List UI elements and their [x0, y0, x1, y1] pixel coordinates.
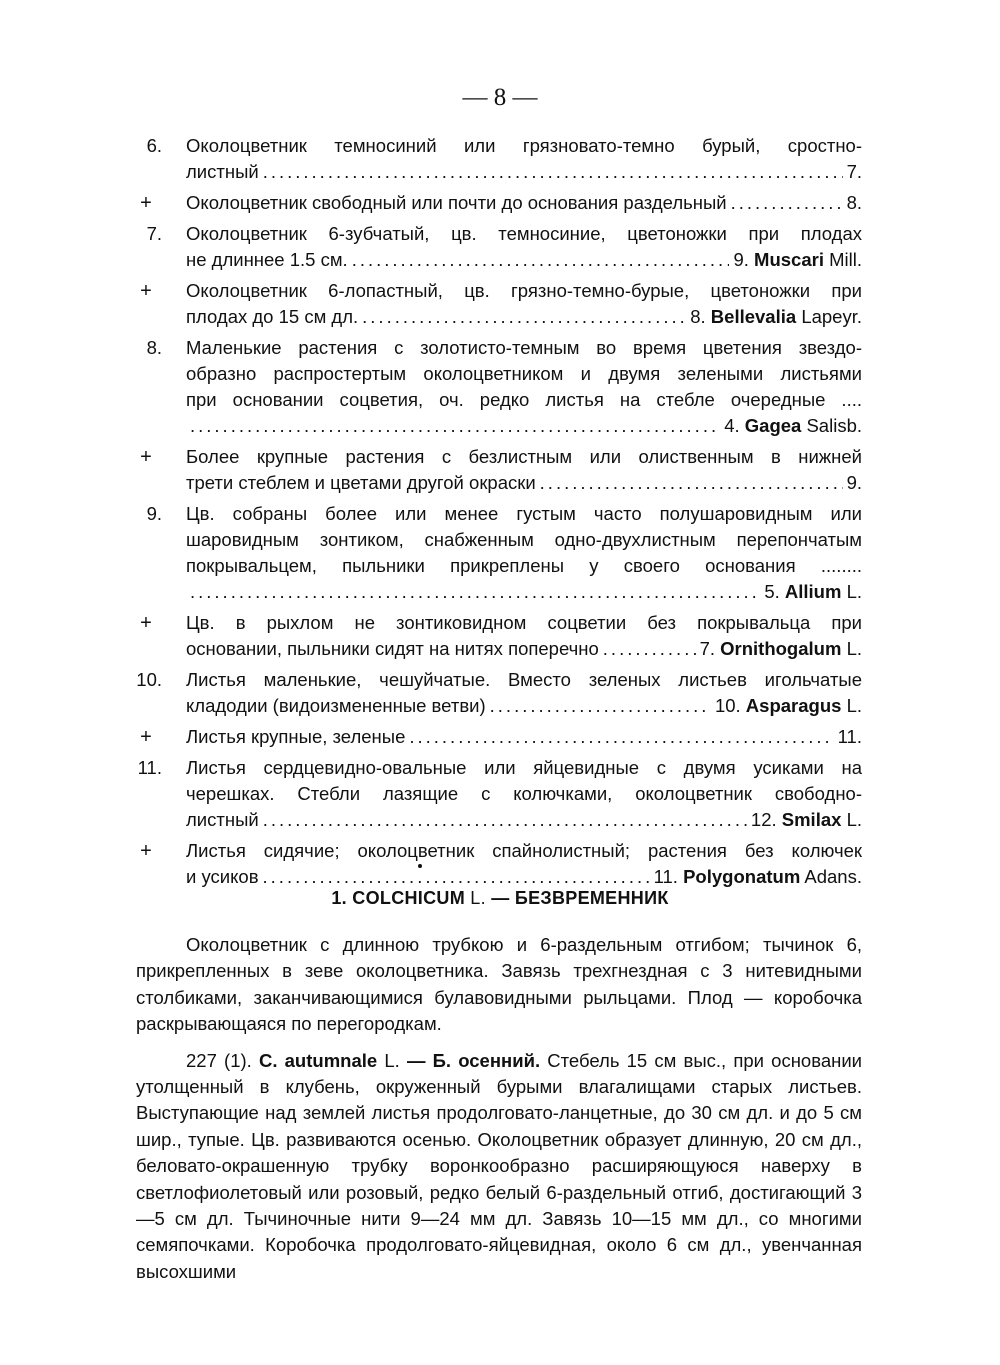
- dot-leader: [263, 864, 650, 890]
- key-entry-number: +: [140, 446, 152, 468]
- key-entry-number: +: [140, 280, 152, 302]
- key-entry-text: и усиков: [186, 866, 259, 887]
- key-entry-reference: [715, 693, 862, 719]
- species-common-name: Б. осенний.: [432, 1049, 541, 1071]
- key-entry-number: +: [140, 840, 152, 862]
- key-entry: [130, 501, 862, 605]
- key-entry-final-line: [186, 807, 862, 833]
- key-reference-genus: Bellevalia: [710, 306, 797, 327]
- key-reference-genus: Allium: [784, 581, 842, 602]
- key-entry-reference: [724, 413, 862, 439]
- key-entry-text: трети стеблем и цветами другой окраски: [186, 472, 536, 493]
- key-entry-number: 7.: [146, 223, 162, 244]
- key-entry-final-line: [186, 636, 862, 662]
- key-entry-final-line: [186, 470, 862, 496]
- key-entry: [130, 335, 862, 439]
- dot-leader: [540, 470, 843, 496]
- key-entry-final-line: [186, 724, 862, 750]
- species-text: Стебель 15 см выс., при основании утолщенный в клубень, окруженный бурыми влагалищами старых листьев. Выступающие над землей листья продолговато-ланцетные, до 30 см дл. и до 5 см шир., тупые. Цв. развиваются осенью. Околоцветник образует длинную, 20 см дл., беловато-окрашенную трубку воронкообразно расширяющуюся наверху в светлофиолетовый или розовый, редко белый 6-раздельный отгиб, достигающий 3—5 см дл. Тычиночные нити 9—24 мм дл. Завязь 10—15 мм дл., со многими семяпочками. Коробочка продолговато-яйцевидная, около 6 см дл., увенчанная высохшими: [136, 1049, 862, 1282]
- key-reference-number: 8.: [690, 306, 706, 327]
- key-entry-number: 6.: [146, 135, 162, 156]
- key-reference-genus: Smilax: [781, 809, 842, 830]
- key-entry-final-line: [186, 864, 862, 890]
- key-entry-line: Листья маленькие, чешуйчатые. Вместо зеленых листьев игольчатые: [186, 669, 862, 690]
- key-entry-line: Цв. в рыхлом не зонтиковидном соцветии без покрывальца при: [186, 612, 862, 633]
- genus-heading-dash: —: [491, 888, 510, 908]
- species-description: [136, 1048, 862, 1286]
- key-entry-final-line: [186, 190, 862, 216]
- key-entry: [130, 221, 862, 273]
- key-entry-reference: [700, 636, 862, 662]
- dot-leader: [190, 579, 760, 605]
- key-entry-number: 9.: [146, 503, 162, 524]
- main-text: [136, 932, 862, 1295]
- key-reference-genus: Asparagus: [745, 695, 842, 716]
- key-entry-line: шаровидным зонтиком, снабженным одно-двухлистным перепончатым: [186, 529, 862, 550]
- key-entry-final-line: [186, 579, 862, 605]
- key-reference-number: 7.: [699, 638, 715, 659]
- key-reference-number: 9.: [846, 472, 862, 493]
- species-author: L.: [384, 1049, 400, 1071]
- key-entry-number: +: [140, 726, 152, 748]
- key-reference-author: Lapeyr.: [801, 306, 862, 327]
- key-entry: [130, 610, 862, 662]
- key-entry-reference: [847, 190, 862, 216]
- key-entry-text: листный: [186, 809, 259, 830]
- key-entry-final-line: [186, 247, 862, 273]
- key-entry-text: листный: [186, 161, 259, 182]
- key-entry-reference: [764, 579, 862, 605]
- key-reference-author: L.: [846, 695, 862, 716]
- key-entry-number: 11.: [137, 757, 162, 778]
- key-reference-genus: Gagea: [744, 415, 802, 436]
- key-reference-author: Salisb.: [806, 415, 862, 436]
- key-entry: [130, 838, 862, 890]
- key-reference-number: 10.: [714, 695, 741, 716]
- key-entry: [130, 444, 862, 496]
- key-entry-reference: [847, 470, 862, 496]
- page-number: — 8 —: [462, 84, 538, 111]
- key-entry-line: Более крупные растения с безлистным или олиственным в нижней: [186, 446, 862, 467]
- key-entry-text: не длиннее 1.5 см.: [186, 249, 348, 270]
- key-entry-number: 8.: [146, 337, 162, 358]
- dot-leader: [490, 693, 711, 719]
- dot-leader: [190, 413, 720, 439]
- key-reference-number: 9.: [733, 249, 749, 270]
- key-entry: [130, 724, 862, 750]
- key-entry-text: Околоцветник свободный или почти до основания раздельный: [186, 192, 727, 213]
- genus-description: Околоцветник с длинною трубкою и 6-раздельным отгибом; тычинок 6, прикрепленных в зеве околоцветника. Завязь трехгнездная с 3 нитевидными столбиками, заканчивающимися булавовидными рыльцами. Плод — коробочка раскрывающаяся по перегородкам.: [136, 934, 862, 1035]
- key-entry-reference: [690, 304, 862, 330]
- key-entry-line: при основании соцветия, оч. редко листья на стебле очередные ....: [186, 389, 862, 410]
- key-reference-number: 11.: [653, 866, 678, 887]
- key-entry-final-line: [186, 693, 862, 719]
- key-reference-number: 4.: [724, 415, 740, 436]
- dot-leader: [352, 247, 730, 273]
- key-entry-reference: [654, 864, 862, 890]
- key-entry-reference: [751, 807, 862, 833]
- key-reference-number: 5.: [764, 581, 780, 602]
- key-entry-number: +: [140, 612, 152, 634]
- key-reference-author: Mill.: [829, 249, 862, 270]
- key-reference-genus: Muscari: [754, 249, 824, 270]
- key-entry-line: Околоцветник темносиний или грязновато-темно бурый, сростно-: [186, 135, 862, 156]
- key-entry-line: Листья сердцевидно-овальные или яйцевидные с двумя усиками на: [186, 757, 862, 778]
- key-reference-genus: Ornithogalum: [720, 638, 842, 659]
- key-entry-final-line: [186, 413, 862, 439]
- identification-key: [130, 133, 862, 895]
- key-entry-line: Маленькие растения с золотисто-темным во время цветения звездо-: [186, 337, 862, 358]
- key-entry: [130, 667, 862, 719]
- key-reference-number: 8.: [846, 192, 862, 213]
- dot-leader: [362, 304, 686, 330]
- dot-leader: [263, 159, 843, 185]
- dot-leader: [603, 636, 696, 662]
- key-entry-reference: [847, 159, 862, 185]
- key-entry-reference: [838, 724, 862, 750]
- key-entry-final-line: [186, 304, 862, 330]
- key-entry-reference: [733, 247, 862, 273]
- genus-heading: [0, 888, 1000, 909]
- key-reference-genus: Polygonatum: [683, 866, 801, 887]
- key-entry-line: Листья сидячие; околоцветник спайнолистный; растения без колючек: [186, 840, 862, 861]
- key-entry-line: черешках. Стебли лазящие с колючками, околоцветник свободно-: [186, 783, 862, 804]
- species-dash: —: [406, 1049, 426, 1071]
- dot-leader: [409, 724, 833, 750]
- key-reference-number: 11.: [837, 726, 862, 747]
- key-entry-line: образно распростертым околоцветником и двумя зелеными листьями: [186, 363, 862, 384]
- key-entry: [130, 133, 862, 185]
- print-speck: [418, 864, 422, 868]
- species-name: C. autumnale: [258, 1049, 378, 1071]
- genus-heading-name: COLCHICUM: [352, 888, 465, 908]
- key-entry-line: Околоцветник 6-лопастный, цв. грязно-темно-бурые, цветоножки при: [186, 280, 862, 301]
- key-reference-number: 12.: [750, 809, 777, 830]
- key-reference-author: L.: [846, 638, 862, 659]
- key-entry-final-line: [186, 159, 862, 185]
- key-entry: [130, 190, 862, 216]
- key-entry-line: Околоцветник 6-зубчатый, цв. темносиние, цветоножки при плодах: [186, 223, 862, 244]
- key-entry-text: основании, пыльники сидят на нитях поперечно: [186, 638, 599, 659]
- dot-leader: [731, 190, 843, 216]
- key-entry-line: Цв. собраны более или менее густым часто полушаровидным или: [186, 503, 862, 524]
- key-entry-text: Листья крупные, зеленые: [186, 726, 406, 747]
- key-entry: [130, 278, 862, 330]
- dot-leader: [263, 807, 747, 833]
- key-entry-number: 10.: [136, 669, 162, 690]
- genus-heading-author: L.: [470, 888, 486, 908]
- key-entry-text: кладодии (видоизмененные ветви): [186, 695, 486, 716]
- key-entry-line: покрывальцем, пыльники прикреплены у своего основания ........: [186, 555, 862, 576]
- genus-heading-common-name: БЕЗВРЕМЕННИК: [514, 888, 669, 908]
- key-reference-author: Adans.: [804, 866, 862, 887]
- genus-heading-number: 1.: [331, 888, 347, 908]
- key-reference-number: 7.: [846, 161, 862, 182]
- key-entry-text: плодах до 15 см дл.: [186, 306, 359, 327]
- key-entry-number: +: [140, 192, 152, 214]
- species-number: 227 (1).: [186, 1049, 252, 1071]
- key-entry: [130, 755, 862, 833]
- key-reference-author: L.: [846, 581, 862, 602]
- key-reference-author: L.: [846, 809, 862, 830]
